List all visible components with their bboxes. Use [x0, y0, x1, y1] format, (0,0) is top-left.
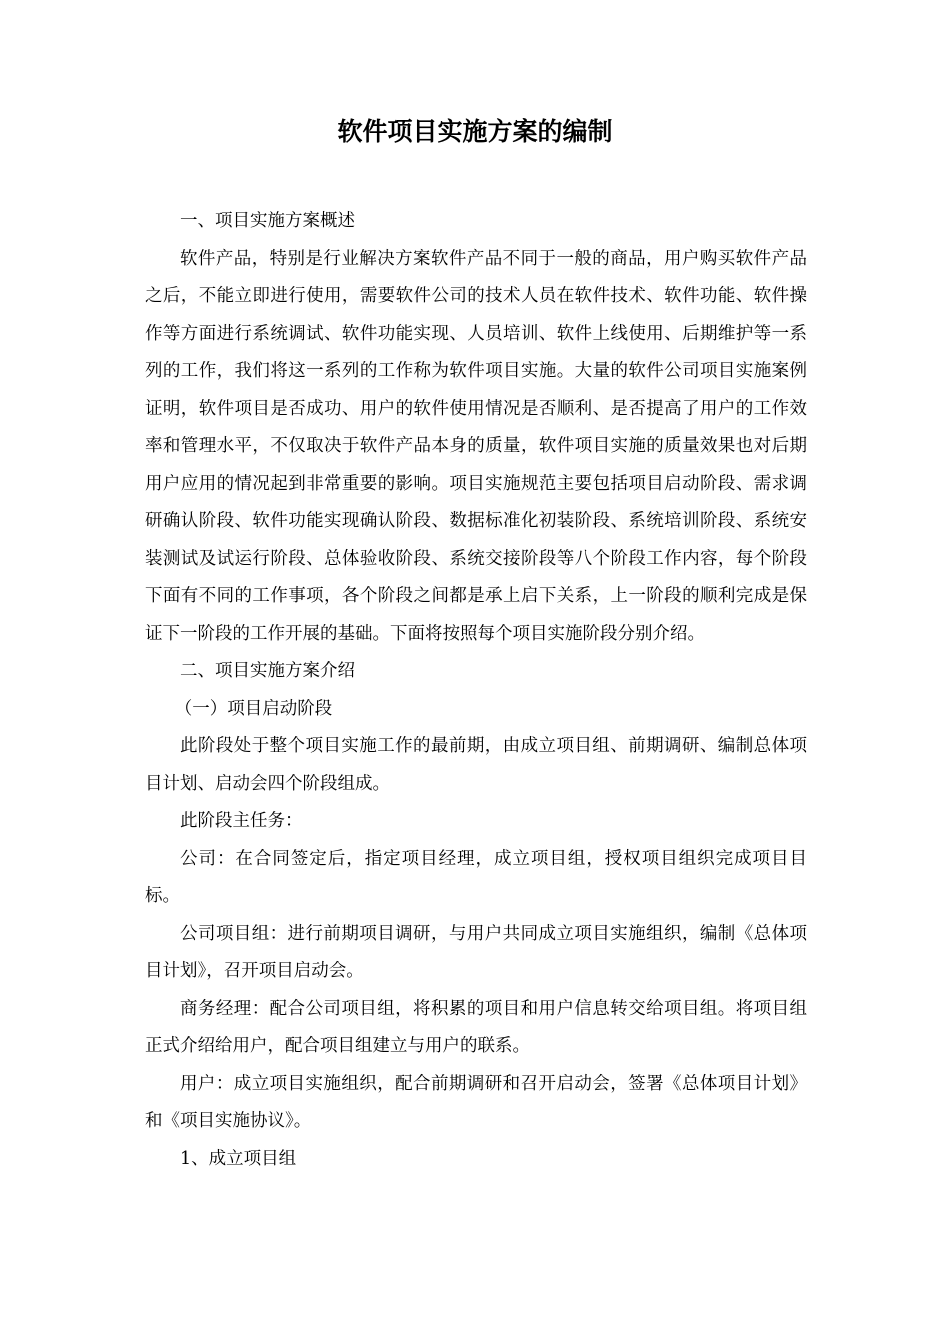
section-heading-overview: 一、项目实施方案概述 [180, 211, 355, 231]
paragraph-user-task: 用户：成立项目实施组织，配合前期调研和召开启动会，签署《总体项目计划》和《项目实施协议》。 [145, 1073, 807, 1131]
paragraph-phase-description: 此阶段处于整个项目实施工作的最前期，由成立项目组、前期调研、编制总体项目计划、启动会四个阶段组成。 [145, 736, 807, 794]
document-body [145, 203, 807, 1178]
item-heading-form-team: 1、成立项目组 [180, 1148, 297, 1169]
paragraph-overview: 软件产品，特别是行业解决方案软件产品不同于一般的商品，用户购买软件产品之后，不能立即进行使用，需要软件公司的技术人员在软件技术、软件功能、软件操作等方面进行系统调试、软件功能实现、人员培训、软件上线使用、后期维护等一系列的工作，我们将这一系列的工作称为软件项目实施。大量的软件公司项目实施案例证明，软件项目是否成功、用户的软件使用情况是否顺利、是否提高了用户的工作效率和管理水平，不仅取决于软件产品本身的质量，软件项目实施的质量效果也对后期用户应用的情况起到非常重要的影响。项目实施规范主要包括项目启动阶段、需求调研确认阶段、软件功能实现确认阶段、数据标准化初装阶段、系统培训阶段、系统安装测试及试运行阶段、总体验收阶段、系统交接阶段等八个阶段工作内容，每个阶段下面有不同的工作事项，各个阶段之间都是承上启下关系，上一阶段的顺利完成是保证下一阶段的工作开展的基础。下面将按照每个项目实施阶段分别介绍。 [145, 248, 807, 644]
section-heading-introduction: 二、项目实施方案介绍 [180, 661, 355, 681]
subsection-heading-startup-phase: （一）项目启动阶段 [174, 698, 333, 719]
document-title: 软件项目实施方案的编制 [337, 117, 613, 146]
paragraph-business-manager-task: 商务经理：配合公司项目组，将积累的项目和用户信息转交给项目组。将项目组正式介绍给用户，配合项目组建立与用户的联系。 [145, 998, 807, 1056]
paragraph-main-tasks-label: 此阶段主任务： [180, 811, 303, 831]
paragraph-company-task: 公司：在合同签定后，指定项目经理，成立项目组，授权项目组织完成项目目标。 [145, 848, 807, 906]
paragraph-project-team-task: 公司项目组：进行前期项目调研，与用户共同成立项目实施组织，编制《总体项目计划》，召开项目启动会。 [145, 923, 807, 981]
